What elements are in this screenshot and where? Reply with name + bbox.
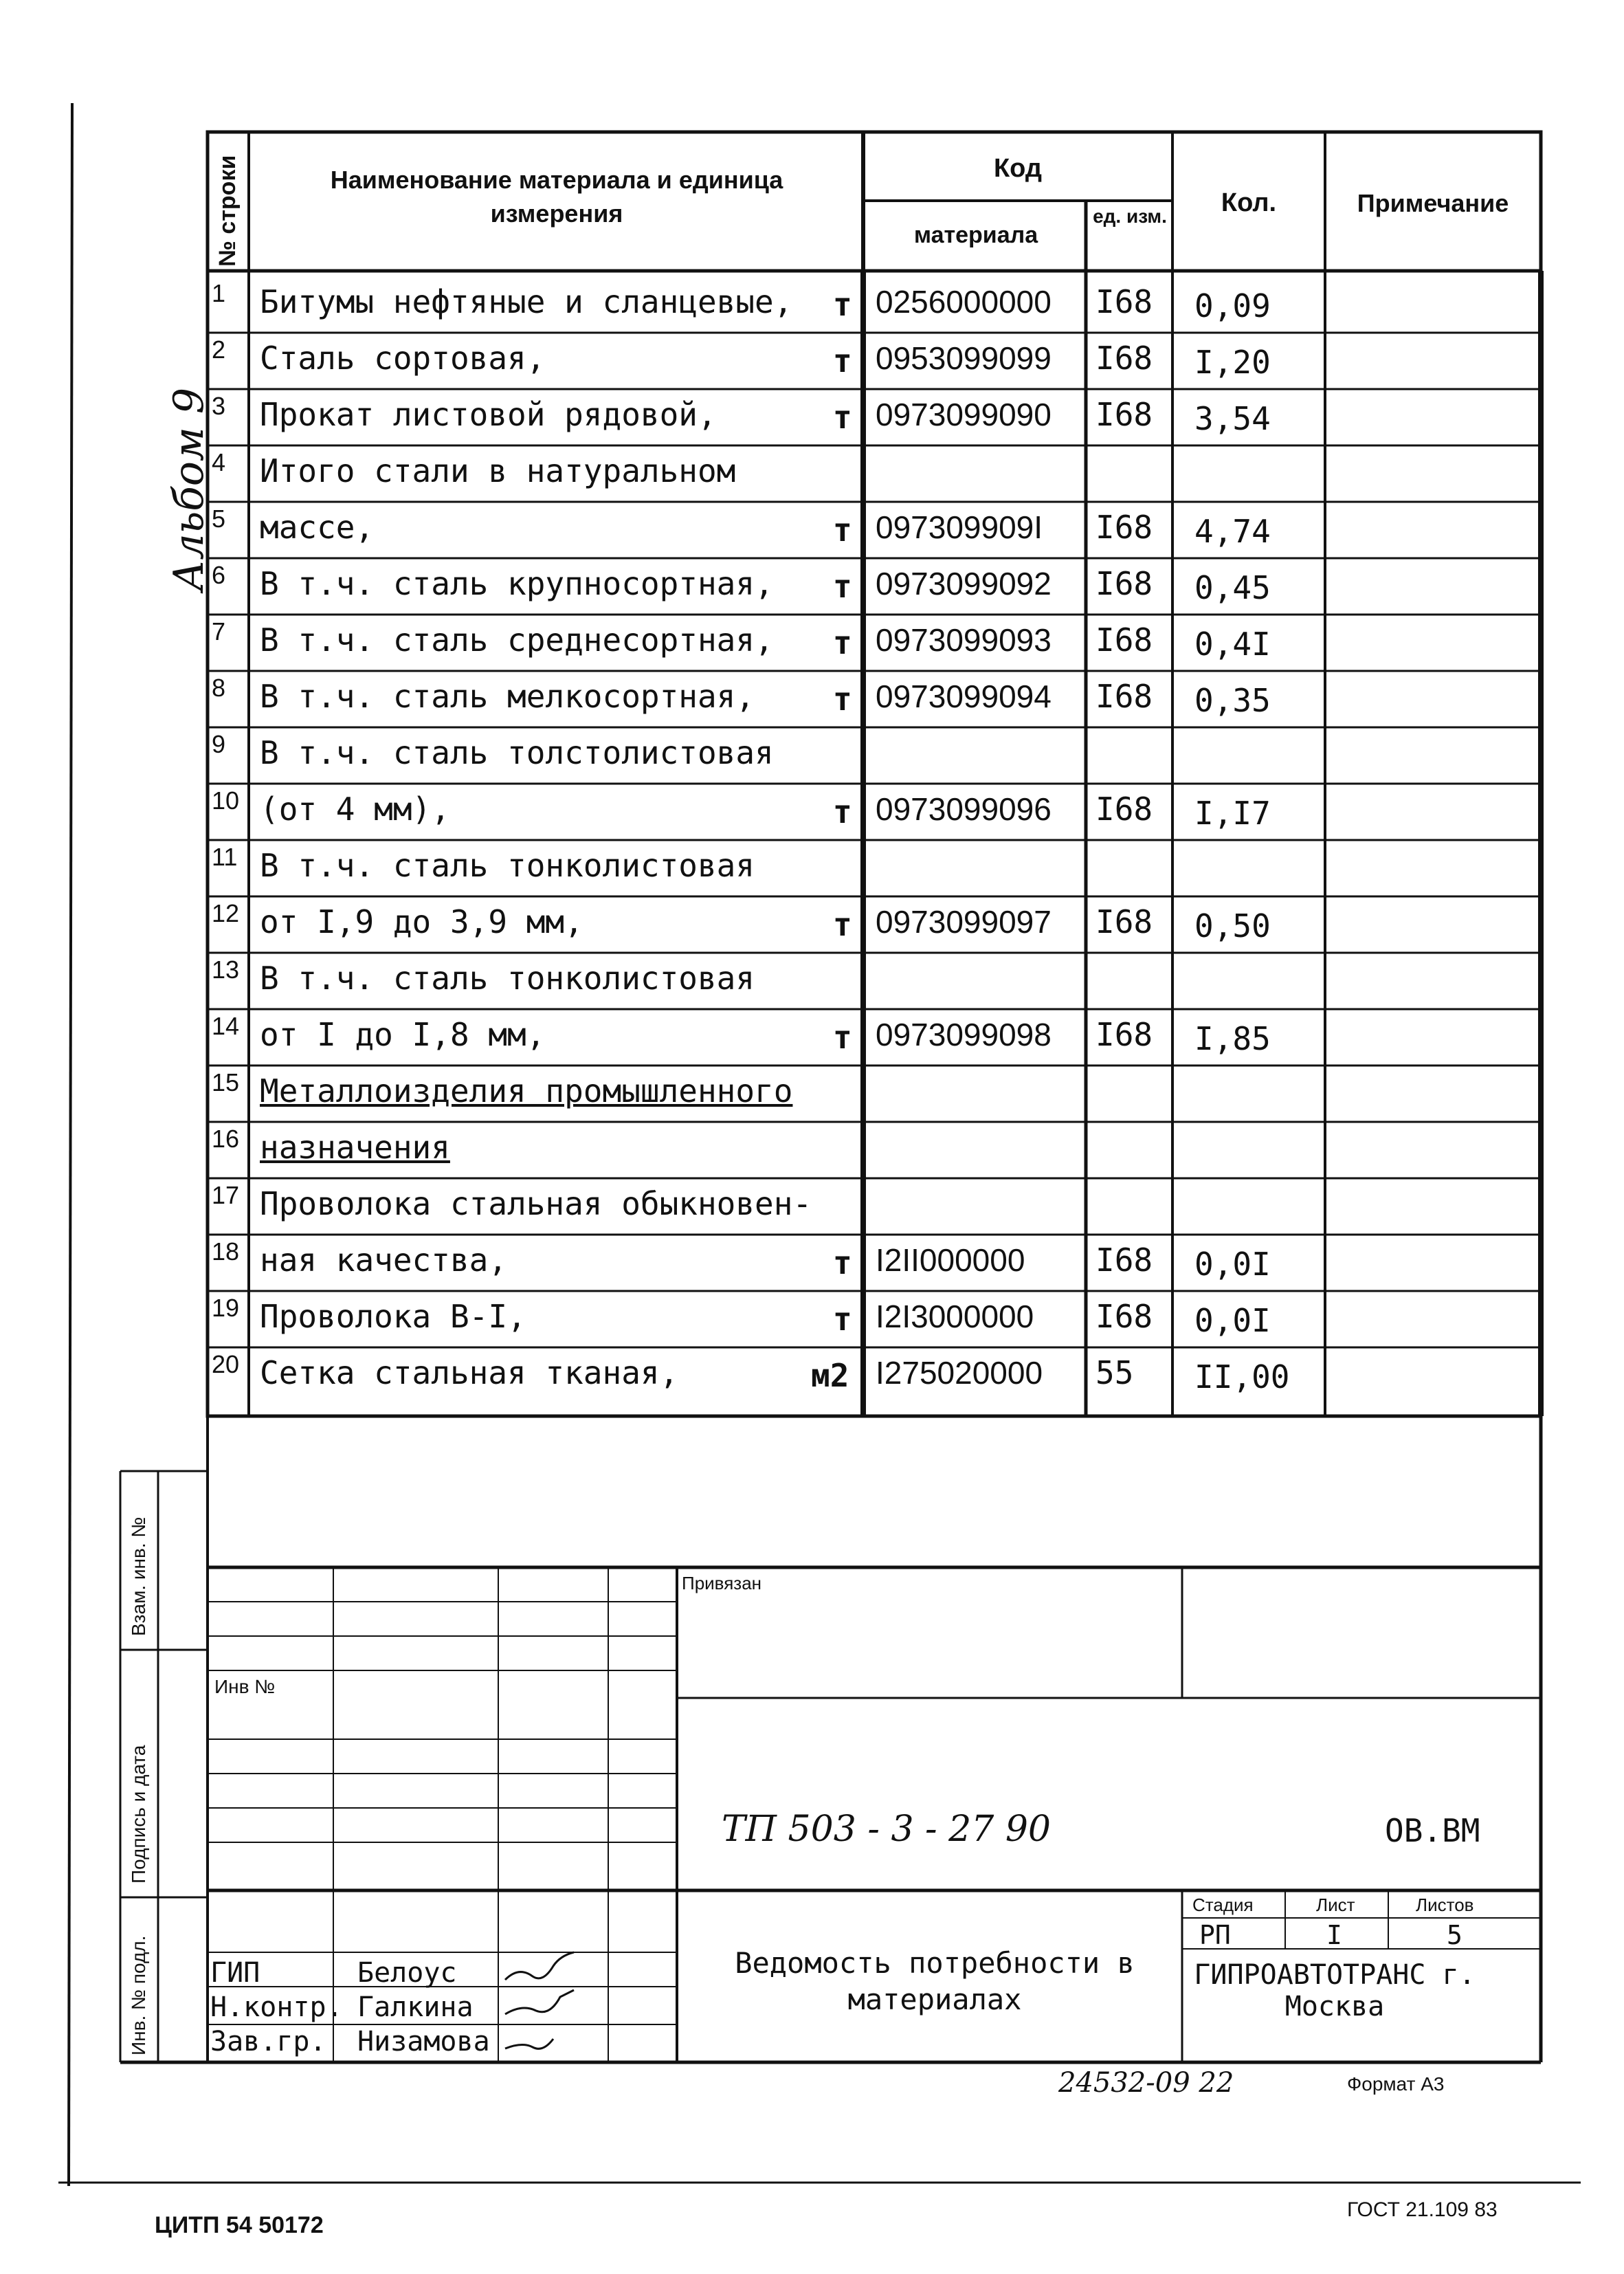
- row-name: Проволока В-I,: [260, 1298, 526, 1335]
- row-name: Битумы нефтяные и сланцевые,: [260, 283, 793, 320]
- row-quantity: II,00: [1194, 1358, 1290, 1395]
- row-quantity: 0,4I: [1194, 626, 1271, 663]
- header-qty: Кол.: [1221, 188, 1277, 217]
- sheet-label: Лист: [1316, 1895, 1355, 1915]
- row-unit-code: I68: [1095, 340, 1153, 377]
- name-gip: Белоус: [357, 1957, 457, 1989]
- row-material-code: 0973099093: [876, 622, 1052, 658]
- row-name: от I до I,8 мм,: [260, 1016, 546, 1053]
- stage-label: Стадия: [1192, 1895, 1254, 1915]
- row-name: Сетка стальная тканая,: [260, 1354, 679, 1391]
- role-gip: ГИП: [210, 1957, 260, 1989]
- row-unit-letter: т: [833, 793, 852, 830]
- row-unit-letter: т: [833, 286, 852, 323]
- row-material-code: I275020000: [876, 1355, 1043, 1391]
- side-label-invpodl: Инв. № подл.: [128, 1935, 149, 2055]
- row-quantity: 3,54: [1194, 400, 1271, 437]
- row-quantity: 0,50: [1194, 907, 1271, 945]
- row-number: 15: [212, 1068, 240, 1096]
- row-number: 9: [212, 730, 226, 758]
- row-unit-letter: т: [833, 906, 852, 943]
- row-name: Проволока стальная обыкновен-: [260, 1185, 812, 1222]
- header-material: материала: [913, 222, 1038, 248]
- row-unit-code: I68: [1095, 1016, 1153, 1053]
- name-zavgr: Низамова: [357, 2026, 490, 2057]
- row-number: 17: [212, 1181, 240, 1209]
- signature-scribbles: [505, 1952, 574, 2049]
- row-unit-letter: т: [833, 511, 852, 549]
- row-unit-code: I68: [1095, 283, 1153, 320]
- inv-no-label: Инв №: [214, 1676, 276, 1697]
- row-unit-code: I68: [1095, 396, 1153, 433]
- row-number: 19: [212, 1294, 240, 1322]
- row-name: от I,9 до 3,9 мм,: [260, 903, 583, 940]
- header-row-number: № строки: [214, 155, 241, 267]
- row-quantity: I,I7: [1194, 795, 1271, 832]
- name-nkontr: Галкина: [357, 1991, 474, 2023]
- row-unit-letter: м2: [811, 1357, 849, 1394]
- row-number: 11: [212, 843, 238, 871]
- row-name: В т.ч. сталь толстолистовая: [260, 734, 774, 771]
- doc-code: ТП 503 - 3 - 27 90: [722, 1809, 1052, 1850]
- row-unit-letter: т: [833, 624, 852, 661]
- row-unit-letter: т: [833, 1244, 852, 1281]
- row-unit-code: I68: [1095, 678, 1153, 715]
- row-number: 20: [212, 1350, 240, 1378]
- row-material-code: I2II000000: [876, 1242, 1025, 1278]
- row-name: Итого стали в натуральном: [260, 452, 736, 489]
- sheets-value: 5: [1447, 1920, 1462, 1950]
- row-material-code: 0973099094: [876, 678, 1052, 714]
- row-unit-letter: т: [833, 568, 852, 605]
- row-name: В т.ч. сталь крупносортная,: [260, 565, 774, 602]
- row-quantity: 0,09: [1194, 287, 1271, 324]
- row-unit-letter: т: [833, 399, 852, 436]
- row-material-code: 0973099096: [876, 791, 1052, 827]
- row-unit-letter: т: [833, 1301, 852, 1338]
- footer-left-code: ЦИТП 54 50172: [155, 2212, 324, 2238]
- side-label-vzam: Взам. инв. №: [128, 1516, 149, 1636]
- sheets-label: Листов: [1416, 1895, 1474, 1915]
- row-material-code: 0973099092: [876, 566, 1052, 601]
- row-unit-code: I68: [1095, 791, 1153, 828]
- row-unit-code: I68: [1095, 1298, 1153, 1335]
- footer-right-code: ГОСТ 21.109 83: [1347, 2198, 1498, 2221]
- row-quantity: 0,0I: [1194, 1302, 1271, 1339]
- row-unit-letter: т: [833, 342, 852, 379]
- header-code: Код: [993, 154, 1043, 183]
- row-name: Металлоизделия промышленного: [260, 1072, 793, 1110]
- row-name: Сталь сортовая,: [260, 340, 546, 377]
- row-number: 2: [212, 335, 226, 364]
- row-unit-code: I68: [1095, 621, 1153, 659]
- row-material-code: 0256000000: [876, 284, 1052, 320]
- privyazan-label: Привязан: [682, 1573, 762, 1593]
- row-number: 13: [212, 956, 240, 984]
- row-name: назначения: [260, 1129, 450, 1166]
- sheet-value: I: [1326, 1920, 1342, 1950]
- document-title: Ведомость потребности в материалах: [735, 1946, 1135, 2016]
- row-name: массе,: [260, 509, 375, 546]
- row-number: 12: [212, 899, 240, 927]
- role-zavgr: Зав.гр.: [210, 2026, 326, 2057]
- row-number: 16: [212, 1125, 240, 1153]
- row-unit-code: I68: [1095, 509, 1153, 546]
- row-unit-letter: т: [833, 681, 852, 718]
- header-unit: ед. изм.: [1093, 206, 1167, 227]
- album-label: Альбом 9: [165, 387, 213, 591]
- row-number: 8: [212, 674, 226, 702]
- header-name: Наименование материала и единица измерения: [330, 166, 783, 228]
- row-number: 18: [212, 1237, 240, 1266]
- row-name: В т.ч. сталь тонколистовая: [260, 847, 755, 884]
- format-label: Формат А3: [1347, 2073, 1445, 2095]
- row-unit-code: I68: [1095, 903, 1153, 940]
- row-number: 1: [212, 279, 226, 307]
- row-number: 4: [212, 448, 226, 476]
- row-name: В т.ч. сталь мелкосортная,: [260, 678, 755, 715]
- row-name: ная качества,: [260, 1241, 508, 1279]
- sheet-code: ОВ.ВМ: [1385, 1812, 1480, 1849]
- row-quantity: 4,74: [1194, 513, 1271, 550]
- row-material-code: 0953099099: [876, 340, 1052, 376]
- row-name: (от 4 мм),: [260, 791, 450, 828]
- row-name: В т.ч. сталь среднесортная,: [260, 621, 774, 659]
- row-material-code: 0973099097: [876, 904, 1052, 940]
- row-number: 14: [212, 1012, 240, 1040]
- row-unit-code: I68: [1095, 1241, 1153, 1279]
- row-unit-code: I68: [1095, 565, 1153, 602]
- row-material-code: 0973099098: [876, 1017, 1052, 1052]
- row-number: 5: [212, 505, 226, 533]
- row-number: 3: [212, 392, 226, 420]
- row-material-code: 0973099090: [876, 397, 1052, 432]
- row-quantity: 0,0I: [1194, 1246, 1271, 1283]
- row-name: Прокат листовой рядовой,: [260, 396, 717, 433]
- row-unit-code: 55: [1095, 1354, 1134, 1391]
- row-unit-letter: т: [833, 1019, 852, 1056]
- header-note: Примечание: [1357, 189, 1509, 217]
- row-number: 10: [212, 786, 240, 815]
- organization: ГИПРОАВТОТРАНС г. Москва: [1194, 1959, 1476, 2022]
- row-number: 7: [212, 617, 226, 645]
- side-label-podpis: Подпись и дата: [128, 1745, 149, 1884]
- row-name: В т.ч. сталь тонколистовая: [260, 960, 755, 997]
- row-material-code: I2I3000000: [876, 1299, 1034, 1334]
- row-quantity: I,20: [1194, 344, 1271, 381]
- inventory-number: 24532-09 22: [1058, 2067, 1234, 2099]
- role-nkontr: Н.контр.: [210, 1991, 343, 2023]
- row-material-code: 097309909I: [876, 509, 1043, 545]
- row-quantity: 0,35: [1194, 682, 1271, 719]
- row-quantity: 0,45: [1194, 569, 1271, 606]
- row-quantity: I,85: [1194, 1020, 1271, 1057]
- stage-value: РП: [1199, 1920, 1231, 1950]
- row-number: 6: [212, 561, 226, 589]
